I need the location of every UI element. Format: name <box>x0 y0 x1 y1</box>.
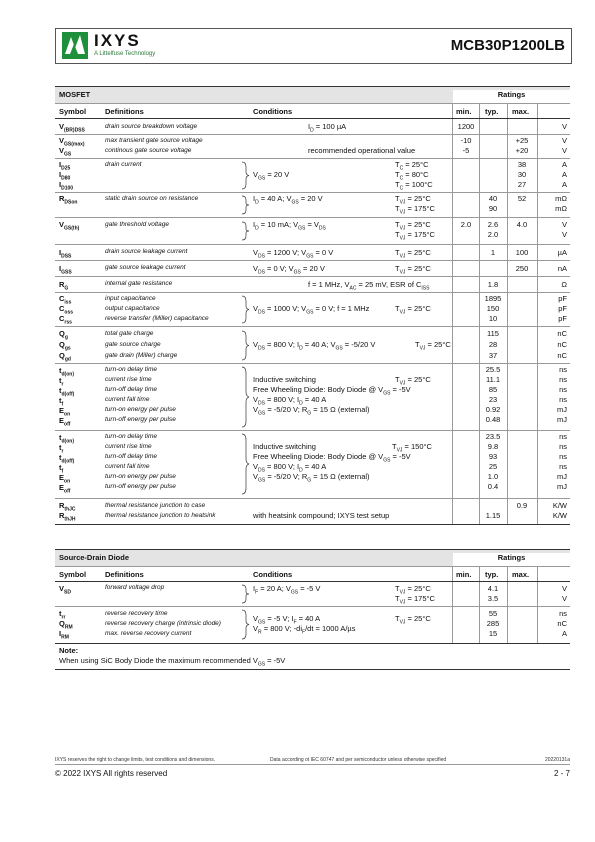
section-title: Source-Drain Diode <box>59 553 130 562</box>
col-conditions: Conditions <box>253 107 293 116</box>
footer-disclaimer: IXYS reserves the right to change limits, test conditions and dimensions. <box>55 757 216 763</box>
section-header <box>55 87 570 104</box>
col-min: min. <box>456 107 472 116</box>
col-min: min. <box>456 570 472 579</box>
brand-subtitle: A Littelfuse Technology <box>94 51 156 57</box>
col-typ: typ. <box>485 107 499 116</box>
page-number: 2 - 7 <box>553 769 570 778</box>
note-title: Note: <box>59 646 79 655</box>
header-box <box>55 28 572 64</box>
note-text: When using SiC Body Diode the maximum recommended $V_{GS} = -5V$ <box>59 656 286 668</box>
table-row: $Q_g$ $Q_{gs}$ $Q_{gd}$ total gate charge gate source charge gate drain (Miller) charge $V_{DS} = 800$ V; $I_D = 40$ A; $V_{GS} = -5/20$ V $T_{VJ} = 25^\circ C$ 115 28 37 nC nC nC <box>55 327 570 364</box>
col-max: max. <box>512 107 530 116</box>
table-row: $I_{D25}$ $I_{D80}$ $I_{D100}$ drain current $V_{GS} = 20$ V $T_C = 25^\circ C$ $T_C = 80^\circ C$ $T_C = 100^\circ C$ 38 30 27 A A A <box>55 159 570 193</box>
table-row: $I_{GSS}$ gate source leakage current $V_{DS} = 0$ V; $V_{GS} = 20$ V $T_{VJ} = 25^\circ C$ 250 nA <box>55 261 570 277</box>
section-title: MOSFET <box>59 90 91 99</box>
col-conditions: Conditions <box>253 570 293 579</box>
note-box <box>55 645 570 670</box>
col-definitions: Definitions <box>105 107 144 116</box>
table-row: $R_G$ internal gate resistance f = 1 MHz, $V_{AC} = 25$ mV, ESR of $C_{ISS}$ 1.8 Ω <box>55 277 570 293</box>
copyright: © 2022 IXYS All rights reserved <box>55 769 168 778</box>
col-definitions: Definitions <box>105 570 144 579</box>
table-row: $V_{GS(max)}$ $V_{GS}$ max transient gate source voltage continous gate source voltage recommended operational value -10 -5 +25 +20 V V <box>55 135 570 159</box>
table-row: $t_{rr}$ $Q_{RM}$ $I_{RM}$ reverse recovery time reverse recovery charge (intrinsic diode) max. reverse recovery current $V_{GS} = -5$ V; $I_F = 40$ A $V_R = 800$ V; $-di_F/dt = 1000$ A/µs $T_{VJ} = 25^\circ C$ 55 285 15 ns nC A <box>55 607 570 643</box>
brand-name: IXYS <box>94 31 141 50</box>
table-row: $R_{thJC}$ $R_{thJH}$ thermal resistance junction to case thermal resistance junction to heatsink with heatsink compound; IXYS test setup 1.15 0.9 K/W K/W <box>59 501 567 523</box>
col-symbol: Symbol <box>59 107 87 116</box>
ratings-label: Ratings <box>453 553 570 566</box>
part-number: MCB30P1200LB <box>450 37 565 54</box>
table-row: $C_{iss}$ $C_{oss}$ $C_{rss}$ input capacitance output capacitance reverse transfer (Miller) capacitance $V_{DS} = 1000$ V; $V_{GS} = 0$ V; f = 1 MHz $T_{VJ} = 25^\circ C$ 1895 150 10 pF pF pF <box>55 293 570 327</box>
ixys-logo-icon <box>62 32 88 59</box>
table-row: $I_{DSS}$ drain source leakage current $V_{DS} = 1200$ V; $V_{GS} = 0$ V $T_{VJ} = 25^\circ C$ 1 100 µA <box>55 245 570 261</box>
column-headers <box>55 567 570 582</box>
table-row: $V_{(BR)DSS}$ drain source breakdown voltage $I_D = 100$ µA 1200 V <box>55 119 570 135</box>
col-typ: typ. <box>485 570 499 579</box>
mosfet-table <box>55 86 570 525</box>
ratings-label: Ratings <box>453 90 570 103</box>
footer-iec: Data according ot IEC 60747 and per semiconductor unless otherwise specified <box>270 757 447 763</box>
table-row: $V_{SD}$ forward voltage drop $I_F = 20$ A; $V_{GS} = -5$ V $T_{VJ} = 25^\circ C$ $T_{VJ} = 175^\circ C$ 4.1 3.5 V V <box>55 582 570 607</box>
col-symbol: Symbol <box>59 570 87 579</box>
footer-divider <box>55 764 570 765</box>
source-drain-table <box>55 549 570 644</box>
col-max: max. <box>512 570 530 579</box>
table-row: $R_{DSon}$ static drain source on resistance $I_D = 40$ A; $V_{GS} = 20$ V $T_{VJ} = 25^\circ C$ $T_{VJ} = 175^\circ C$ 40 90 52 mΩ mΩ <box>55 193 570 218</box>
column-headers <box>55 104 570 119</box>
table-row: $t_{d(on)}$ $t_r$ $t_{d(off)}$ $t_f$ $E_{on}$ $E_{off}$ turn-on delay time current rise time turn-off delay time current fall time turn-on energy per pulse turn-off energy per pulse Inductive switching Free Wheeling Diode: Body Diode @ $V_{GS} = -5V$ $V_{DS} = 800$ V; $I_D = 40$ A $V_{GS} = -5/20$ V; $R_G = 15$ Ω (external) $T_{VJ} = 150^\circ C$ 23.5 9.8 93 25 1.0 0.4 ns ns ns ns mJ mJ <box>55 431 570 499</box>
section-header <box>55 550 570 567</box>
footer-date: 20220131a <box>544 757 570 763</box>
table-row: $V_{GS(th)}$ gate threshold voltage $I_D = 10$ mA; $V_{GS} = V_{DS}$ $T_{VJ} = 25^\circ C$ $T_{VJ} = 175^\circ C$ 2.0 2.6 2.0 4.0 V V <box>55 218 570 245</box>
table-row: $t_{d(on)}$ $t_r$ $t_{d(off)}$ $t_f$ $E_{on}$ $E_{off}$ turn-on delay time current rise time turn-off delay time current fall time turn-on energy per pulse turn-off energy per pulse Inductive switching Free Wheeling Diode: Body Diode @ $V_{GS} = -5V$ $V_{DS} = 800$ V; $I_D = 40$ A $V_{GS} = -5/20$ V; $R_G = 15$ Ω (external) $T_{VJ} = 25^\circ C$ 25.5 11.1 85 23 0.92 0.48 ns ns ns ns mJ mJ <box>55 364 570 431</box>
